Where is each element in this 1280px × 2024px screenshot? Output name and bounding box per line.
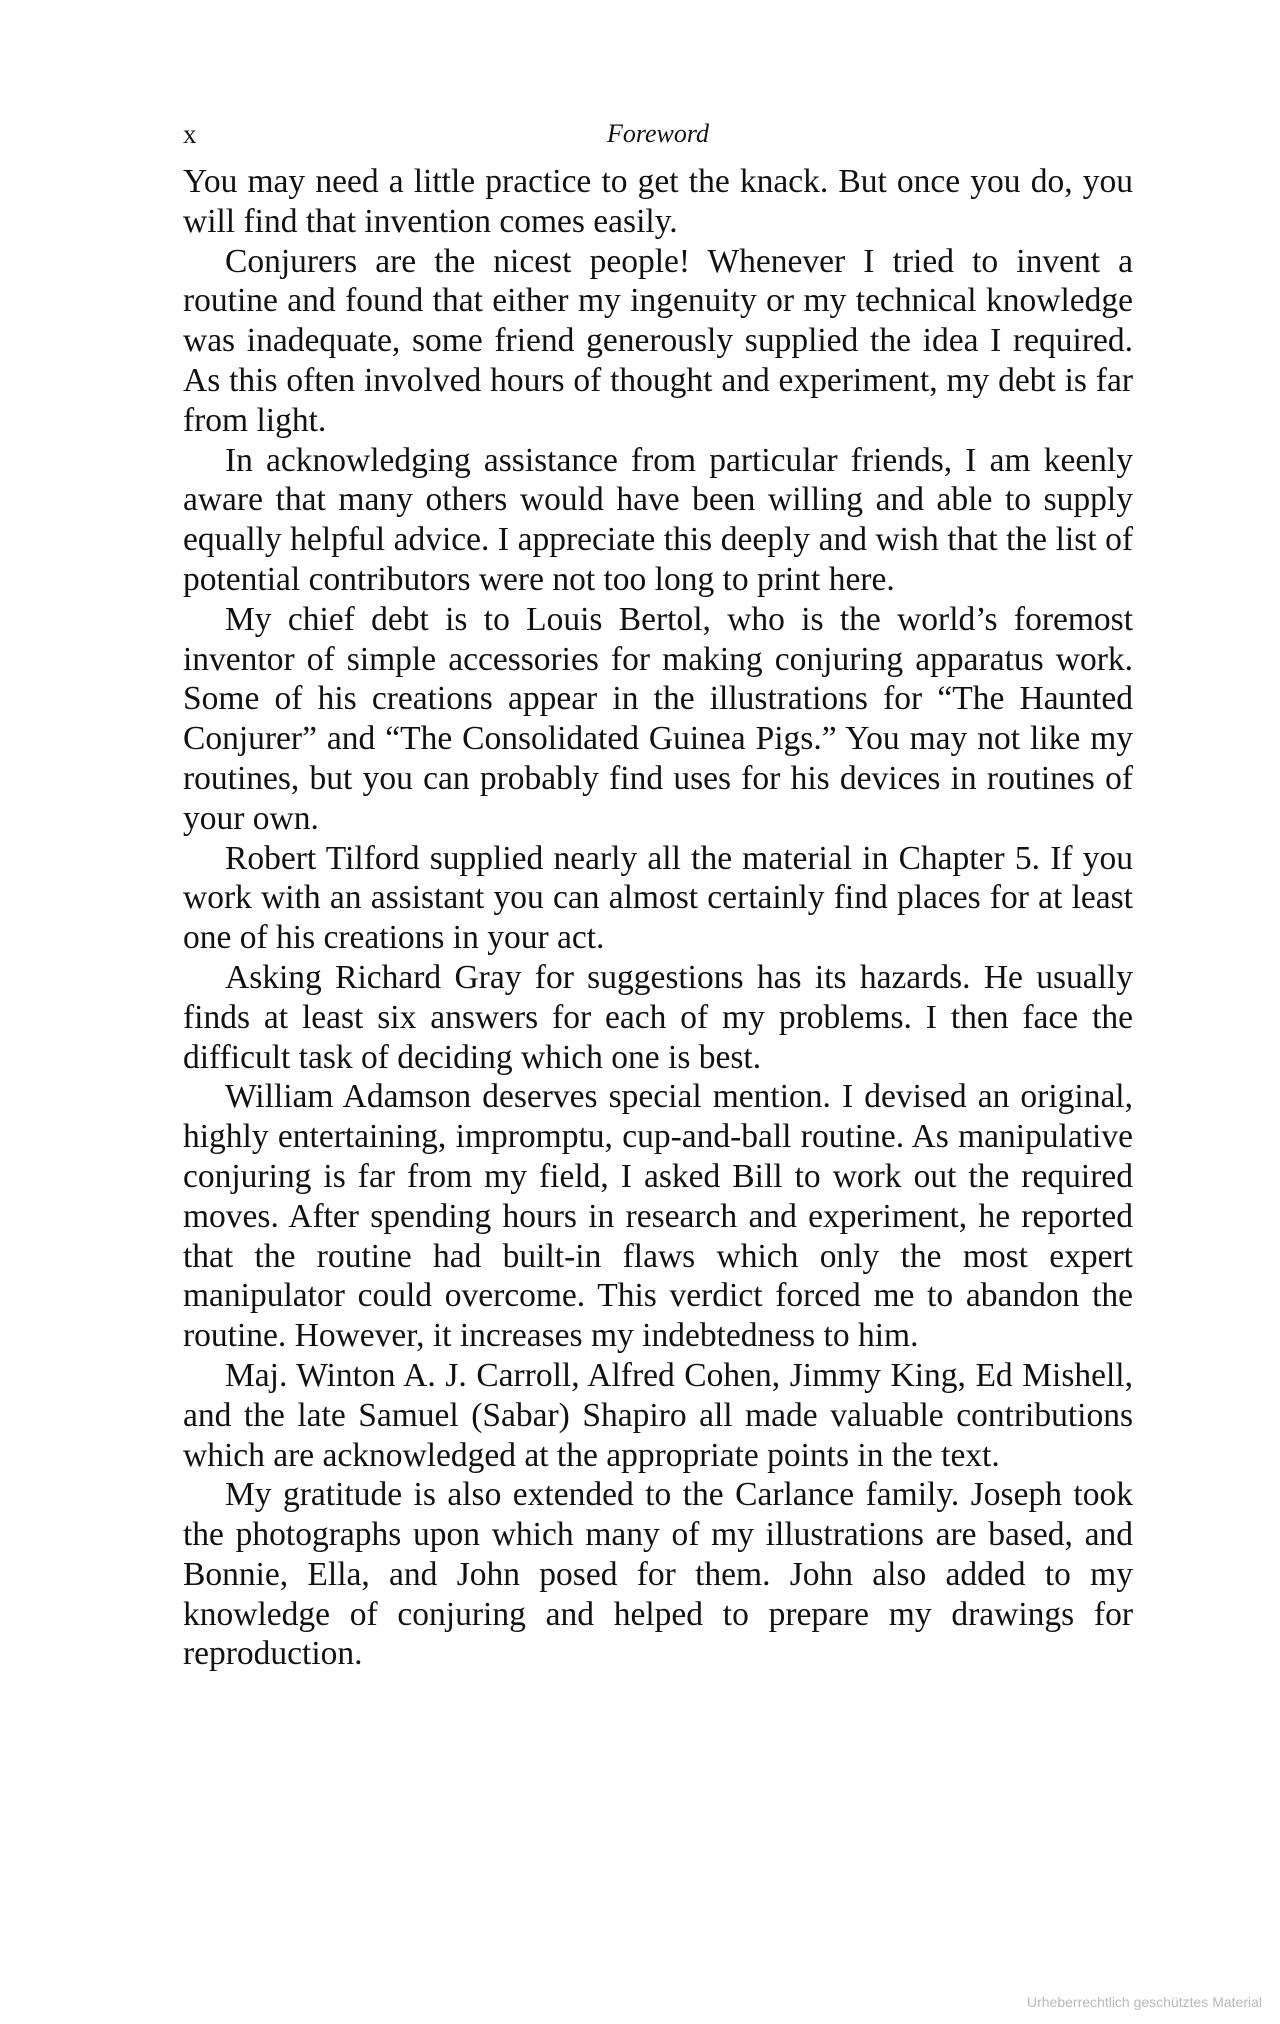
section-title: Foreword [606, 119, 710, 148]
paragraph: Maj. Winton A. J. Carroll, Alfred Cohen, Jimmy King, Ed Mishell, and the late Samuel (Sabar) Shapiro all made valuable contributions which are acknowledged at the appropriate points in the text. [183, 1356, 1133, 1474]
paragraph: Robert Tilford supplied nearly all the material in Chapter 5. If you work with an assistant you can almost certainly find places for at least one of his creations in your act. [183, 839, 1133, 957]
paragraph: My chief debt is to Louis Bertol, who is the world’s foremost inventor of simple accessories for making conjuring apparatus work. Some of his creations appear in the illustrations for “The Haunted Conjurer” and “The Consolidated Guinea Pigs.” You may not like my routines, but you can probably find uses for his devices in routines of your own. [183, 600, 1133, 837]
paragraph: Conjurers are the nicest people! Whenever I tried to invent a routine and found that either my ingenuity or my technical knowledge was inadequate, some friend generously supplied the idea I required. As this often involved hours of thought and experiment, my debt is far from light. [183, 242, 1133, 439]
paragraph: In acknowledging assistance from particular friends, I am keenly aware that many others would have been willing and able to supply equally helpful advice. I appreciate this deeply and wish that the list of potential contributors were not too long to print here. [183, 441, 1133, 598]
page-number: x [183, 119, 197, 149]
body-text [183, 162, 1133, 1674]
paragraph: You may need a little practice to get the knack. But once you do, you will find that invention comes easily. [183, 163, 1133, 240]
paragraph: William Adamson deserves special mention. I devised an original, highly entertaining, impromptu, cup-and-ball routine. As manipulative conjuring is far from my field, I asked Bill to work out the required moves. After spending hours in research and experiment, he reported that the routine had built-in flaws which only the most expert manipulator could overcome. This verdict forced me to abandon the routine. However, it increases my indebtedness to him. [183, 1078, 1133, 1355]
paragraph: My gratitude is also extended to the Carlance family. Joseph took the photographs upon which many of my illustrations are based, and Bonnie, Ella, and John posed for them. John also added to my knowledge of conjuring and helped to prepare my drawings for reproduction. [183, 1476, 1133, 1673]
copyright-watermark: Urheberrechtlich geschütztes Material [1027, 1994, 1262, 2010]
running-head [183, 116, 1133, 152]
paragraph: Asking Richard Gray for suggestions has its hazards. He usually finds at least six answers for each of my problems. I then face the difficult task of deciding which one is best. [183, 958, 1133, 1076]
